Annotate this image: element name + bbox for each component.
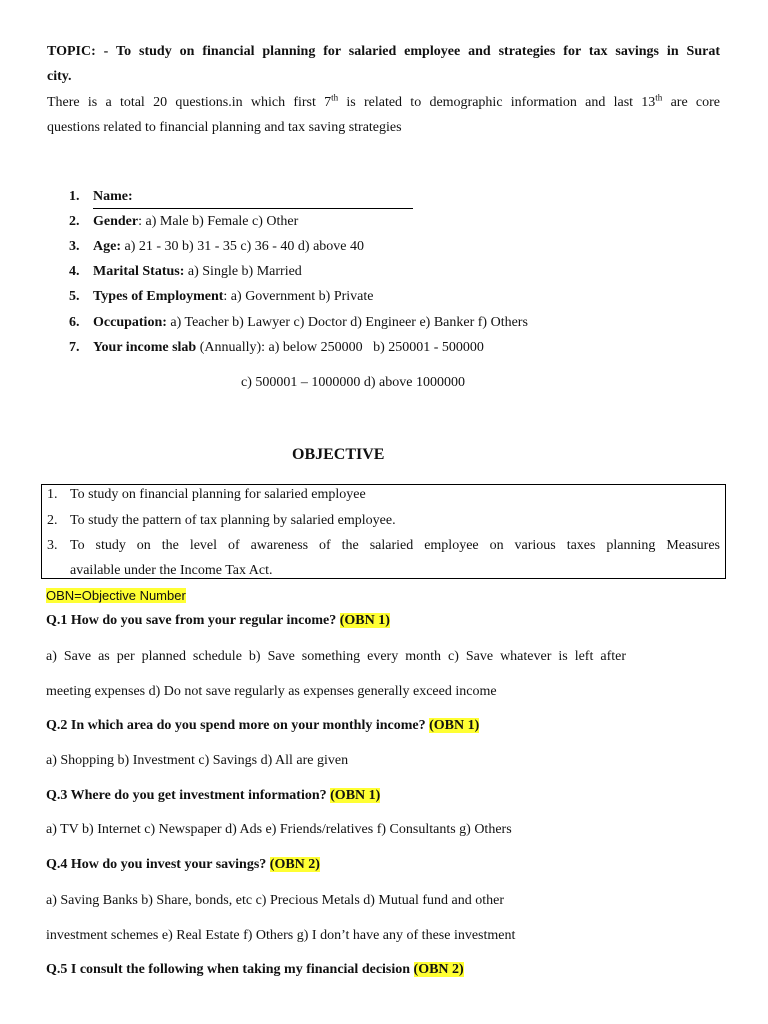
answer-3: a) TV b) Internet c) Newspaper d) Ads e) Friends/relatives f) Consultants g) Others bbox=[46, 822, 512, 837]
income-continuation: c) 500001 – 1000000 d) above 1000000 bbox=[241, 375, 465, 390]
demo-label: Your income slab bbox=[93, 340, 197, 355]
demo-label: Marital Status: bbox=[93, 264, 185, 279]
obn-tag: (OBN 1) bbox=[429, 718, 480, 733]
obn-tag: (OBN 1) bbox=[339, 613, 390, 628]
question-2 bbox=[46, 718, 479, 734]
demo-number: 6. bbox=[69, 315, 80, 330]
demo-options: a) 21 - 30 b) 31 - 35 c) 36 - 40 d) above 40 bbox=[121, 239, 364, 254]
objective-number: 1. bbox=[47, 487, 58, 502]
topic-line-2: city. bbox=[47, 69, 72, 84]
objective-heading: OBJECTIVE bbox=[292, 446, 385, 463]
demo-options: : a) Government b) Private bbox=[223, 289, 374, 304]
demo-item-1 bbox=[69, 189, 133, 205]
answer-4-line-2: investment schemes e) Real Estate f) Others g) I don’t have any of these investment bbox=[46, 928, 516, 943]
question-3 bbox=[46, 788, 380, 804]
demo-label: Occupation: bbox=[93, 315, 167, 330]
demo-label: Types of Employment bbox=[93, 289, 224, 304]
objective-item-3-cont: available under the Income Tax Act. bbox=[70, 563, 273, 578]
answer-1-line-2: meeting expenses d) Do not save regularly as expenses generally exceed income bbox=[46, 684, 497, 699]
intro-text-1: There is a total 20 questions.in which first 7 bbox=[47, 95, 332, 110]
demo-label: Gender bbox=[93, 214, 139, 229]
answer-2: a) Shopping b) Investment c) Savings d) All are given bbox=[46, 753, 349, 768]
question-text: Q.5 I consult the following when taking my financial decision bbox=[46, 962, 411, 977]
topic-line-1: TOPIC: - To study on financial planning for salaried employee and strategies for tax savings in Surat bbox=[47, 44, 720, 59]
objective-item-3: To study on the level of awareness of the salaried employee on various taxes planning Measures bbox=[70, 538, 720, 553]
demo-number: 4. bbox=[69, 264, 80, 279]
obn-note: OBN=Objective Number bbox=[46, 588, 186, 603]
answer-1-line-1: a) Save as per planned schedule b) Save something every month c) Save whatever is left after bbox=[46, 649, 626, 664]
question-4 bbox=[46, 857, 320, 873]
objective-box bbox=[41, 484, 726, 579]
answer-4-line-1: a) Saving Banks b) Share, bonds, etc c) Precious Metals d) Mutual fund and other bbox=[46, 893, 505, 908]
objective-item-2: To study the pattern of tax planning by salaried employee. bbox=[70, 513, 396, 528]
objective-number: 3. bbox=[47, 538, 58, 553]
intro-sup-2: th bbox=[655, 92, 663, 103]
intro-line-2: questions related to financial planning and tax saving strategies bbox=[47, 120, 402, 135]
demo-item-2 bbox=[69, 214, 298, 230]
demo-number: 7. bbox=[69, 340, 80, 355]
demo-label: Age: bbox=[93, 239, 121, 254]
demo-label: Name: bbox=[93, 189, 133, 204]
demo-options: (Annually): a) below 250000 b) 250001 - 500000 bbox=[196, 340, 484, 355]
demo-number: 5. bbox=[69, 289, 80, 304]
demo-item-4 bbox=[69, 264, 302, 280]
demo-item-3 bbox=[69, 239, 364, 255]
obn-tag: (OBN 1) bbox=[330, 788, 381, 803]
intro-line-1 bbox=[47, 92, 720, 111]
question-1 bbox=[46, 613, 390, 629]
objective-item-1: To study on financial planning for salaried employee bbox=[70, 487, 366, 502]
demo-options: a) Teacher b) Lawyer c) Doctor d) Engineer e) Banker f) Others bbox=[166, 315, 528, 330]
question-5 bbox=[46, 962, 464, 978]
question-text: Q.3 Where do you get investment information? bbox=[46, 788, 327, 803]
question-text: Q.1 How do you save from your regular income? bbox=[46, 613, 337, 628]
intro-text-2: is related to demographic information and last 13 bbox=[338, 95, 656, 110]
intro-sup-1: th bbox=[331, 92, 339, 103]
demo-number: 2. bbox=[69, 214, 80, 229]
demo-options: a) Single b) Married bbox=[184, 264, 302, 279]
demo-number: 1. bbox=[69, 189, 80, 204]
demo-item-7 bbox=[69, 340, 484, 356]
demo-number: 3. bbox=[69, 239, 80, 254]
question-text: Q.4 How do you invest your savings? bbox=[46, 857, 267, 872]
intro-text-3: are core bbox=[662, 95, 720, 110]
objective-number: 2. bbox=[47, 513, 58, 528]
demo-item-5 bbox=[69, 289, 373, 305]
name-underline bbox=[93, 208, 413, 209]
obn-tag: (OBN 2) bbox=[269, 857, 320, 872]
demo-options: : a) Male b) Female c) Other bbox=[138, 214, 299, 229]
obn-tag: (OBN 2) bbox=[413, 962, 464, 977]
demo-item-6 bbox=[69, 315, 528, 331]
question-text: Q.2 In which area do you spend more on your monthly income? bbox=[46, 718, 426, 733]
